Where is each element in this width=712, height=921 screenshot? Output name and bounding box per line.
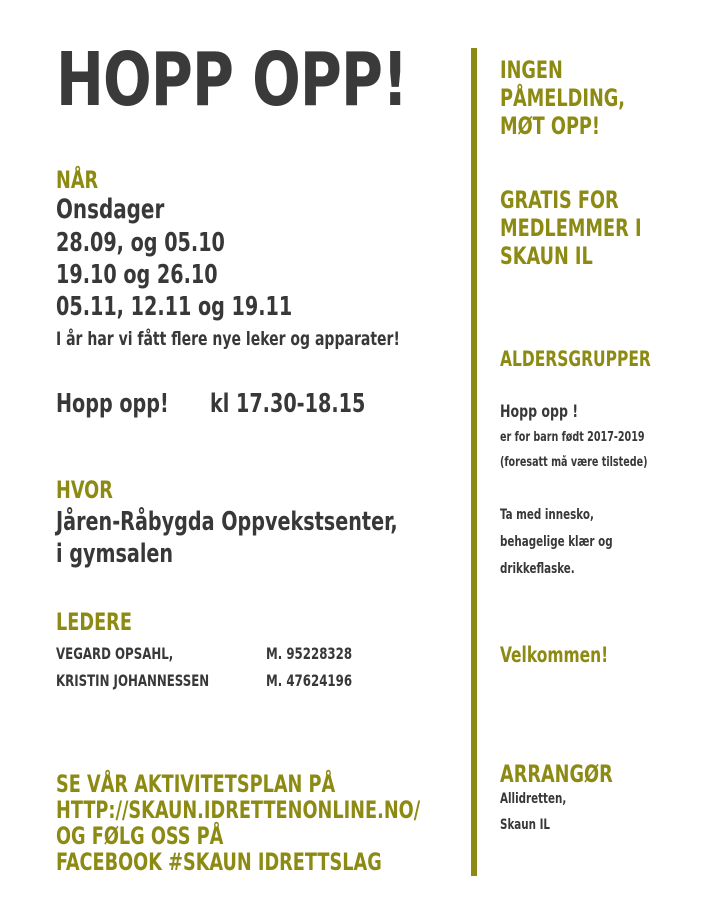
time-value: kl 17.30-18.15 — [210, 389, 366, 419]
hvor-heading: HVOR — [56, 476, 113, 504]
nar-dates-3: 05.11, 12.11 og 19.11 — [56, 292, 293, 322]
leder-phone-1: M. 95228328 — [266, 644, 353, 663]
gratis-line-2: MEDLEMMER I — [500, 214, 642, 242]
footer-line-3: OG FØLG OSS PÅ — [56, 822, 224, 850]
bring-line-1: Ta med innesko, — [500, 507, 594, 523]
hvor-line-1: Jåren-Råbygda Oppvekstsenter, — [56, 507, 398, 537]
footer-line-4: FACEBOOK #SKAUN IDRETTSLAG — [56, 848, 382, 876]
gratis-line-1: GRATIS FOR — [500, 186, 619, 214]
arrangor-heading: ARRANGØR — [500, 760, 613, 788]
page-title: HOPP OPP! — [56, 37, 408, 123]
ingen-line-2: PÅMELDING, — [500, 84, 626, 112]
nar-dates-1: 28.09, og 05.10 — [56, 228, 225, 258]
leder-name-1: VEGARD OPSAHL, — [56, 644, 174, 663]
welcome-text: Velkommen! — [500, 643, 609, 667]
aldersgrupper-line-2: (foresatt må være tilstede) — [500, 455, 648, 470]
nar-line-weekday: Onsdager — [56, 194, 165, 225]
aldersgrupper-heading: ALDERSGRUPPER — [500, 347, 651, 371]
ingen-line-1: INGEN — [500, 56, 563, 84]
arrangor-line-1: Allidretten, — [500, 791, 567, 807]
nar-dates-2: 19.10 og 26.10 — [56, 260, 218, 290]
bring-line-2: behagelige klær og — [500, 534, 613, 550]
footer-line-2: HTTP://SKAUN.IDRETTENONLINE.NO/ — [56, 796, 421, 824]
arrangor-line-2: Skaun IL — [500, 817, 551, 833]
hvor-line-2: i gymsalen — [56, 539, 174, 569]
footer-line-1: SE VÅR AKTIVITETSPLAN PÅ — [56, 770, 336, 798]
nar-heading: NÅR — [56, 166, 99, 194]
leder-phone-2: M. 47624196 — [266, 671, 353, 690]
gratis-line-3: SKAUN IL — [500, 242, 593, 270]
time-label: Hopp opp! — [56, 389, 169, 419]
leder-name-2: KRISTIN JOHANNESSEN — [56, 671, 210, 690]
column-divider — [471, 48, 477, 876]
ingen-line-3: MØT OPP! — [500, 112, 600, 140]
bring-line-3: drikkeflaske. — [500, 561, 575, 577]
aldersgrupper-line-1: er for barn født 2017-2019 — [500, 430, 645, 445]
ledere-heading: LEDERE — [56, 608, 132, 636]
nar-note: I år har vi fått flere nye leker og apparater! — [56, 328, 400, 350]
aldersgrupper-title: Hopp opp ! — [500, 402, 579, 422]
